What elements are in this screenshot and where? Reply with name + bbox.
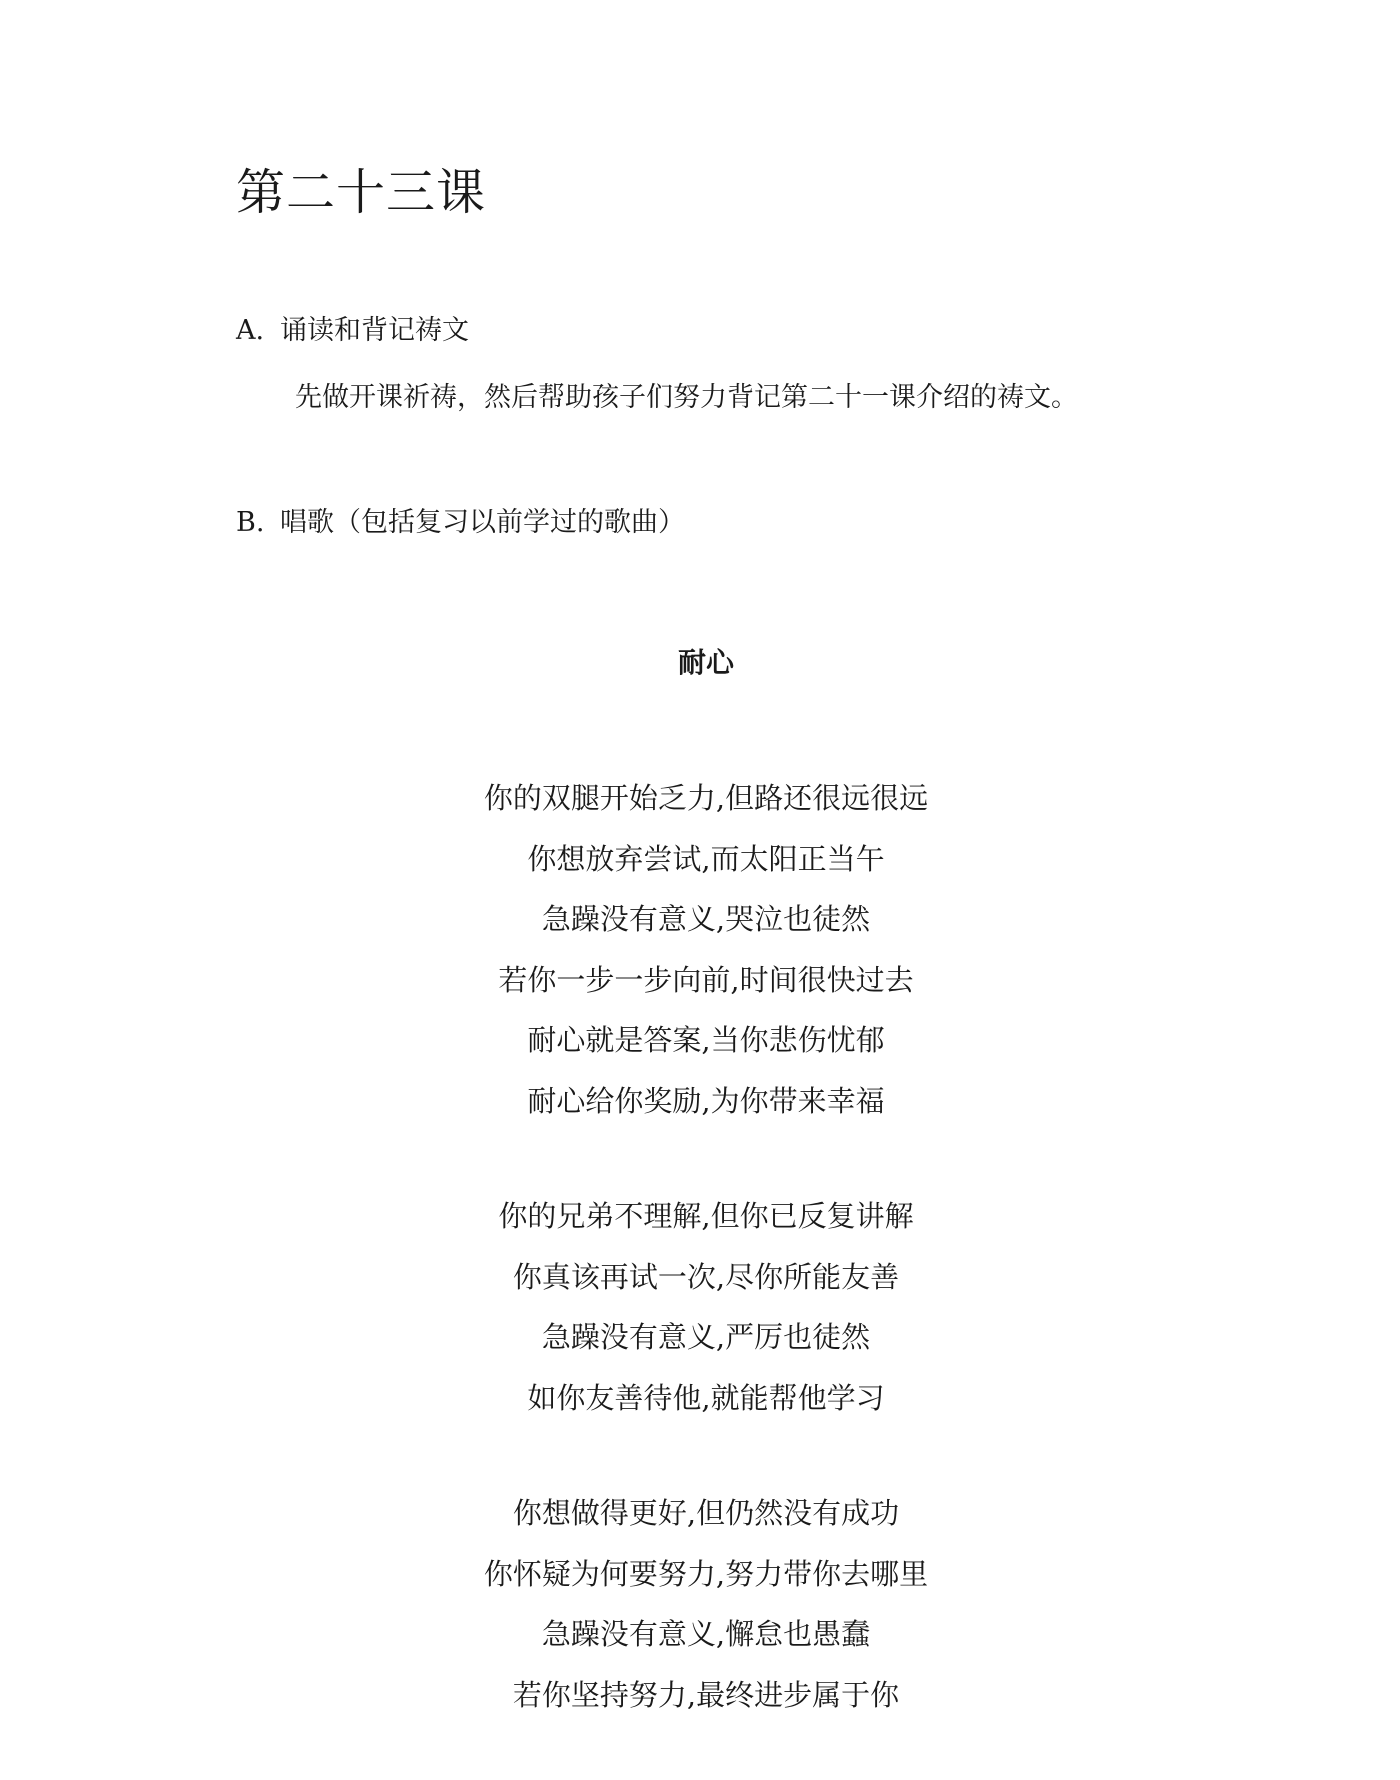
lyric-line: 如你友善待他,就能帮他学习 — [527, 1380, 885, 1415]
lyric-line: 你想做得更好,但仍然没有成功 — [512, 1496, 900, 1530]
stanza-2 — [0, 1186, 1400, 1428]
stanza-3 — [0, 1483, 1400, 1725]
section-a-heading — [236, 311, 469, 351]
section-a-title: 诵读和背记祷文 — [280, 315, 469, 346]
lyric-line: 耐心给你奖励,为你带来幸福 — [527, 1083, 885, 1118]
section-a-instruction: 先做开课祈祷，然后帮助孩子们努力背记第二十一课介绍的祷文。 — [295, 382, 1078, 413]
lyric-line: 若你坚持努力,最终进步属于你 — [512, 1677, 900, 1712]
lesson-title: 第二十三课 — [236, 164, 487, 221]
lyric-line: 急躁没有意义,严厉也徒然 — [541, 1320, 871, 1354]
lyric-line: 你真该再试一次,尽你所能友善 — [512, 1259, 900, 1294]
section-b-letter: B. — [236, 507, 265, 538]
lyric-line: 你想放弃尝试,而太阳正当午 — [527, 841, 885, 876]
stanza-1 — [0, 768, 1400, 1131]
section-b-heading — [236, 503, 685, 543]
song-title: 耐心 — [677, 646, 734, 679]
section-a-letter: A. — [236, 315, 265, 346]
lyric-line: 急躁没有意义,懈怠也愚蠢 — [541, 1617, 871, 1651]
lyric-line: 你怀疑为何要努力,努力带你去哪里 — [483, 1556, 929, 1591]
section-b-title: 唱歌（包括复习以前学过的歌曲） — [280, 507, 685, 538]
song-lyrics — [0, 768, 1400, 1780]
lyric-line: 你的双腿开始乏力,但路还很远很远 — [483, 781, 929, 815]
lyric-line: 急躁没有意义,哭泣也徒然 — [541, 902, 871, 936]
lyric-line: 你的兄弟不理解,但你已反复讲解 — [498, 1199, 914, 1233]
lyric-line: 若你一步一步向前,时间很快过去 — [498, 962, 914, 997]
lyric-line: 耐心就是答案,当你悲伤忧郁 — [527, 1023, 885, 1057]
